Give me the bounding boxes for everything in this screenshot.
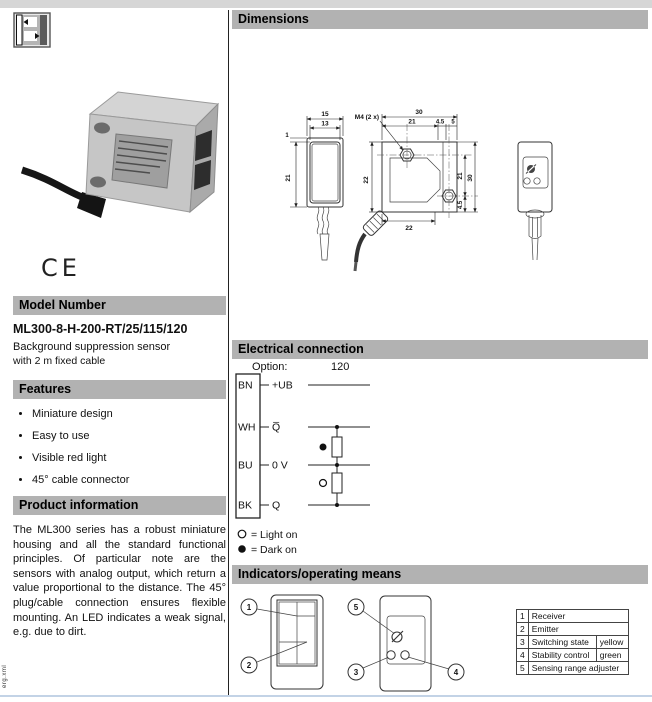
indicator-front-view (241, 595, 323, 689)
wire-color: WH (238, 421, 256, 434)
dim-offset-b: 5 (451, 119, 455, 126)
thread-label: M4 (2 x) (354, 114, 379, 121)
sensor-pictogram-icon (13, 12, 51, 48)
feature-item: • Visible red light (32, 452, 226, 464)
dim-depth-left: 22 (363, 176, 370, 184)
indicators-table (516, 609, 629, 675)
pin-wh (238, 422, 370, 434)
rear-view (518, 142, 552, 260)
callout-stability: 4 (453, 668, 459, 677)
dim-bottom-width: 22 (405, 225, 413, 232)
row-label: Receiver (528, 610, 628, 623)
indicators-block (232, 583, 648, 701)
dim-right-outer: 30 (467, 174, 474, 182)
pin-signal: 0 V (272, 459, 288, 472)
model-description-1: Background suppression sensor (13, 341, 171, 353)
row-num: 3 (517, 636, 529, 649)
product-info-text: The ML300 series has a robust miniature housing and all the standard functional principles. Of particular note are the sensors with analog output, which return a value proportional to the distance. The 45° plug/cable connection ensures flexible mounting. An LED indicates a weak signal, e.g. due to dirt. (13, 524, 226, 639)
wire-color: BU (238, 459, 253, 472)
pin-bu (238, 460, 370, 472)
callout-receiver: 1 (246, 603, 252, 612)
dim-offset-a: 4.5 (435, 119, 445, 126)
cable (22, 170, 90, 200)
product-info-header: Product information (13, 496, 226, 515)
model-number: ML300-8-H-200-RT/25/115/120 (13, 322, 188, 336)
output-circuit (320, 425, 343, 507)
feature-item: • Miniature design (32, 408, 226, 420)
footer-rule (0, 695, 652, 697)
feature-item: • 45° cable connector (32, 474, 226, 486)
indicator-rear-view (348, 596, 464, 691)
option-value: 120 (331, 361, 350, 373)
pin-bk (238, 500, 370, 512)
feature-item: • Easy to use (32, 430, 226, 442)
legend (238, 529, 297, 556)
dim-right-bottom: 4.5 (458, 200, 464, 210)
pin-signal: Q (272, 499, 281, 512)
table-row (517, 610, 629, 623)
electrical-header: Electrical connection (232, 340, 648, 359)
features-list (19, 408, 226, 486)
row-label: Sensing range adjuster (528, 662, 628, 675)
pin-signal: +UB (272, 379, 293, 392)
product-photo (20, 54, 220, 252)
electrical-diagram (232, 358, 648, 564)
legend-light-on: = Light on (251, 529, 298, 541)
model-description-2: with 2 m fixed cable (13, 355, 106, 367)
dim-hole-spacing: 21 (408, 118, 416, 126)
pin-bn (238, 380, 370, 392)
option-label: Option: (252, 361, 288, 373)
left-column (13, 12, 226, 640)
row-label: Switching state (528, 636, 596, 649)
front-view (285, 111, 343, 260)
table-row (517, 623, 629, 636)
dimensions-drawing (232, 28, 648, 338)
wire-color: BK (238, 499, 253, 512)
side-view (355, 109, 478, 271)
dim-front-width-outer: 15 (321, 111, 329, 118)
callout-emitter: 2 (246, 661, 252, 670)
row-num: 1 (517, 610, 529, 623)
pin-signal: Q̅ (272, 421, 281, 434)
row-label: Stability control (528, 649, 596, 662)
model-number-header: Model Number (13, 296, 226, 315)
row-num: 2 (517, 623, 529, 636)
wire-color: BN (238, 379, 253, 392)
dim-front-height: 21 (285, 174, 292, 182)
callout-adjuster: 5 (353, 603, 359, 612)
row-label: Emitter (528, 623, 628, 636)
callout-switching: 3 (353, 668, 359, 677)
row-num: 4 (517, 649, 529, 662)
top-margin-bar (0, 0, 652, 8)
legend-dark-on: = Dark on (251, 544, 297, 556)
table-row (517, 662, 629, 675)
row-value: green (596, 649, 628, 662)
dim-side-width: 30 (415, 109, 423, 116)
dim-front-width-inner: 13 (321, 120, 329, 128)
dark-on-symbol (238, 545, 246, 553)
dim-front-offset: 1 (285, 133, 289, 139)
ce-mark: CE (41, 254, 81, 282)
row-value: yellow (596, 636, 628, 649)
row-num: 5 (517, 662, 529, 675)
light-on-symbol (320, 480, 327, 487)
table-row (517, 649, 629, 662)
dark-on-symbol (320, 444, 327, 451)
light-on-symbol (238, 530, 246, 538)
edge-filename-text: erg.xml (2, 664, 8, 688)
features-header: Features (13, 380, 226, 399)
indicators-header: Indicators/operating means (232, 565, 648, 584)
column-divider (228, 10, 229, 697)
dim-right-inner: 21 (457, 172, 464, 180)
table-row (517, 636, 629, 649)
dimensions-header: Dimensions (232, 10, 648, 29)
